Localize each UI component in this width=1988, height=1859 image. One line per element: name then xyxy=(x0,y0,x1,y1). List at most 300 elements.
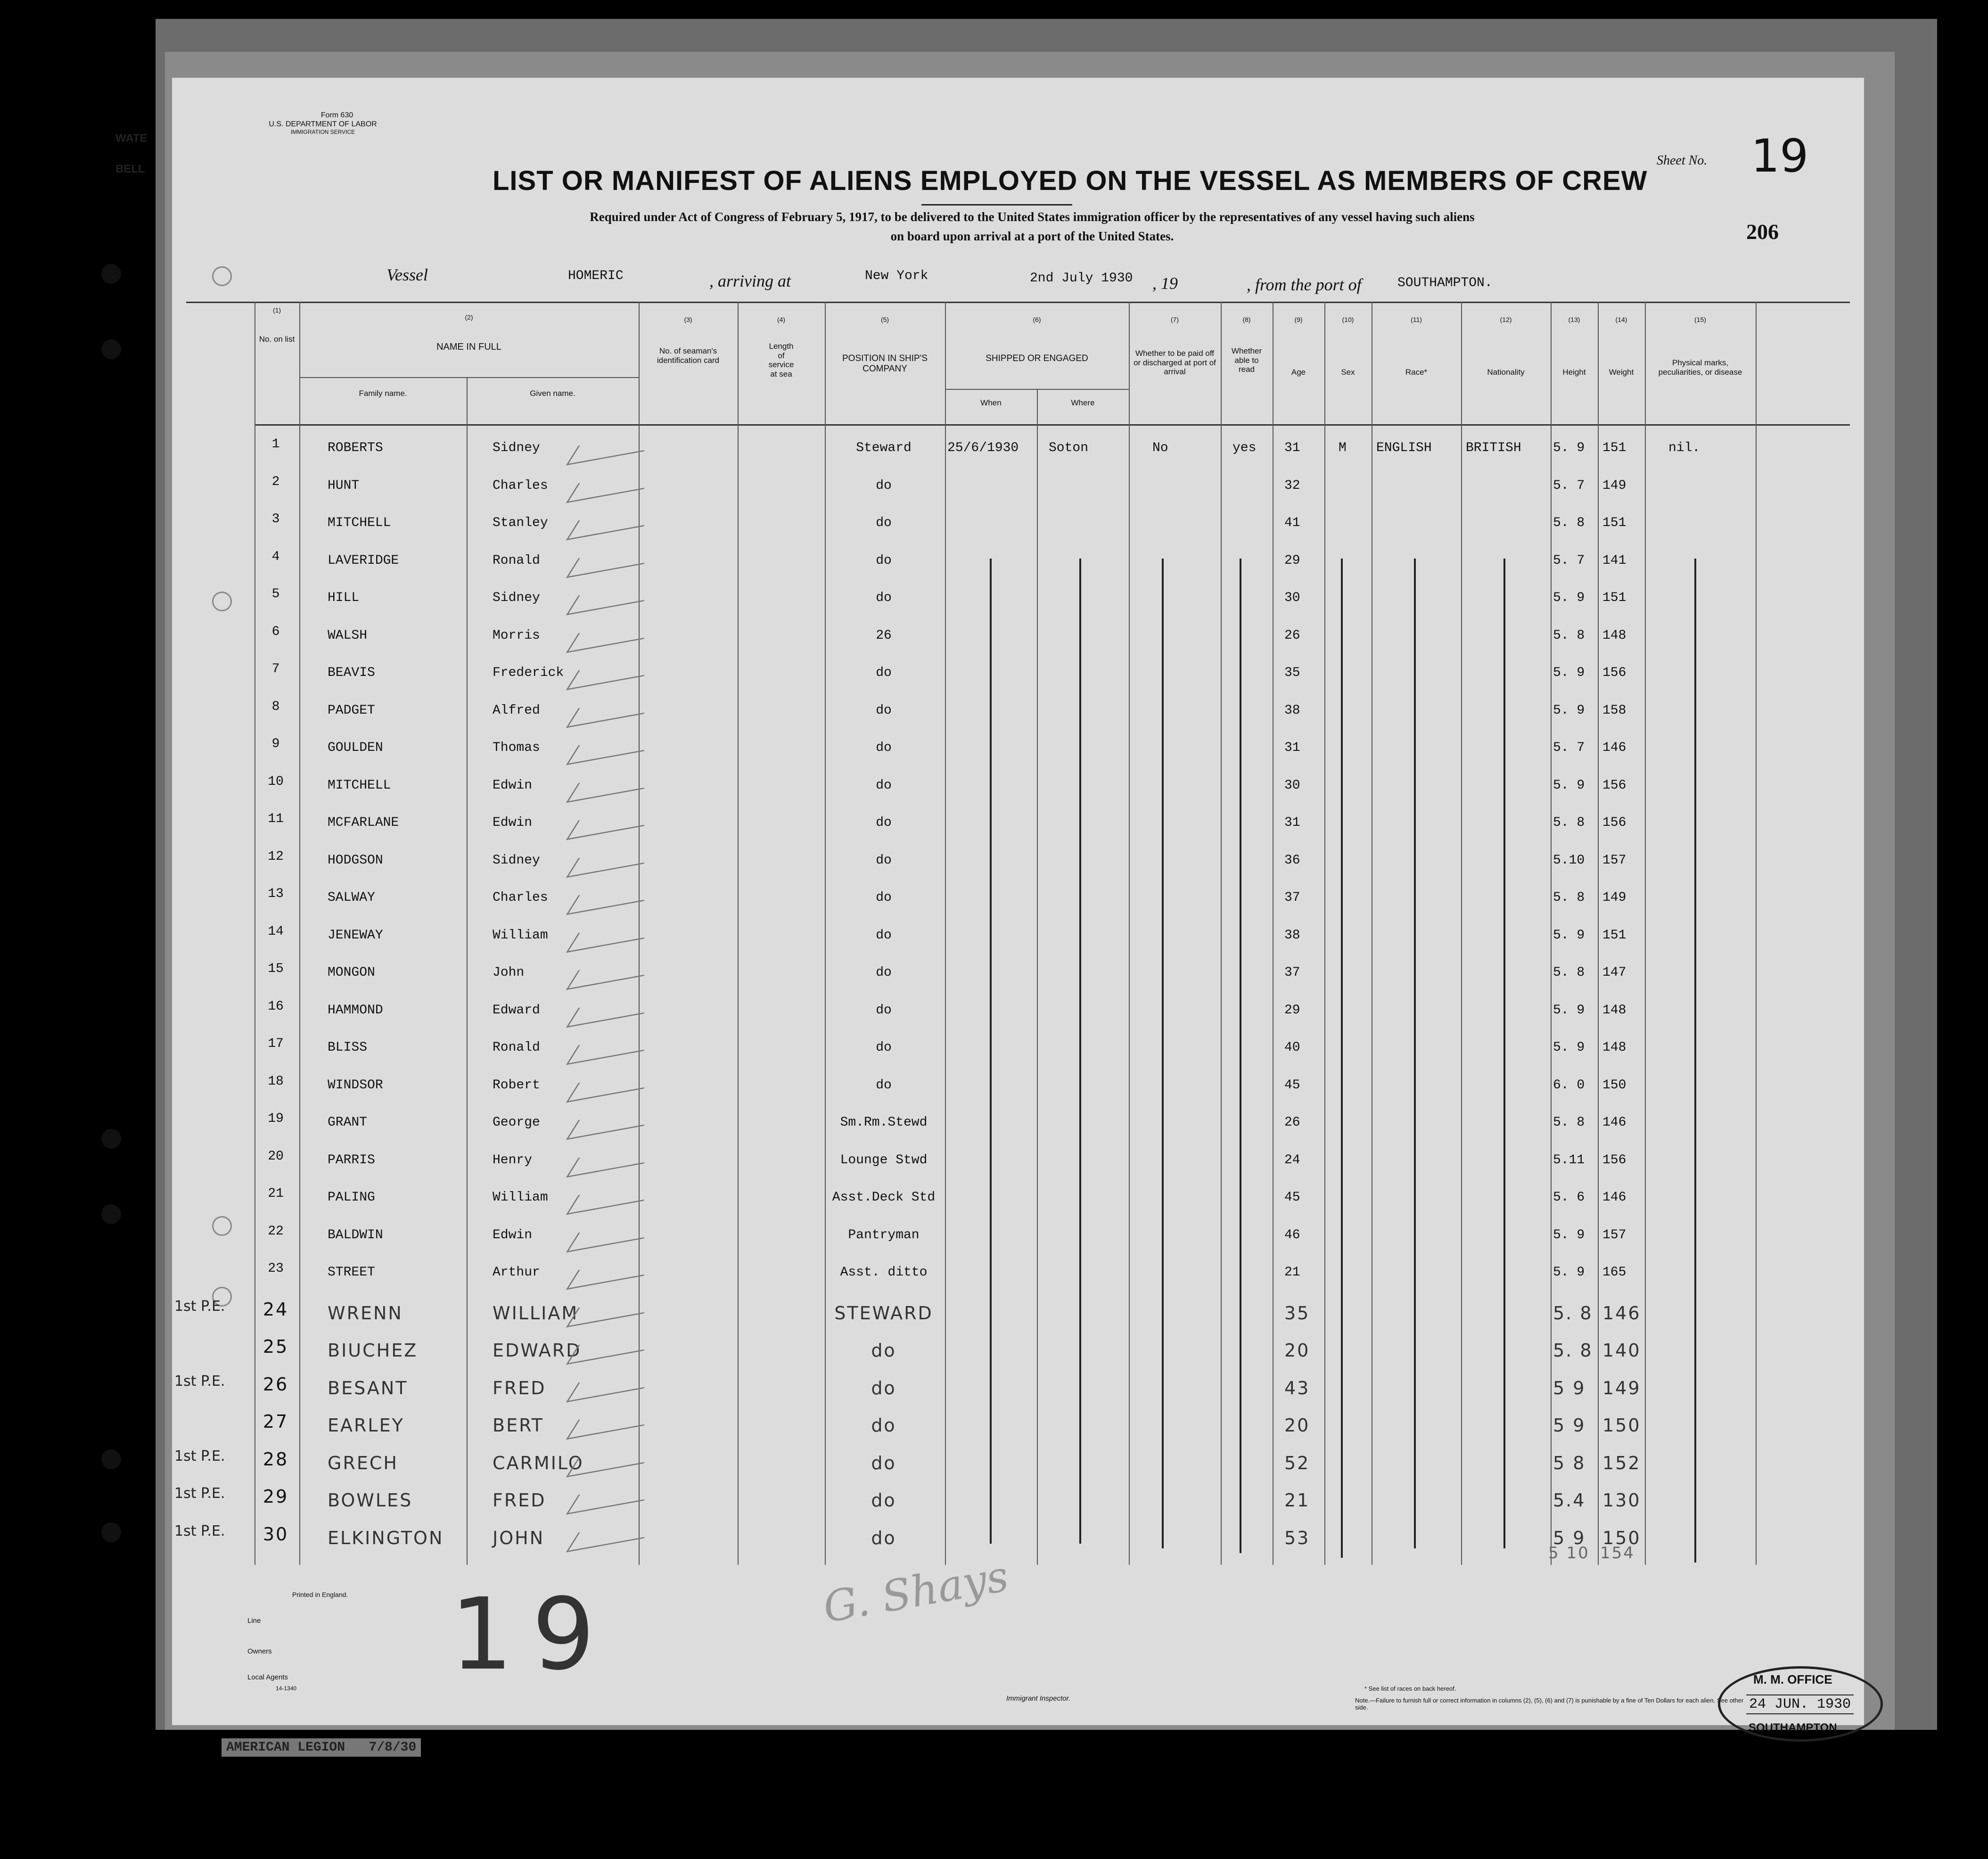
row-given-name: Charles xyxy=(493,478,548,493)
page-title: LIST OR MANIFEST OF ALIENS EMPLOYED ON THE VESSEL AS MEMBERS OF CREW xyxy=(493,165,1648,196)
row-height: 5. 9 xyxy=(1553,1227,1585,1242)
row-weight: 151 xyxy=(1602,441,1627,455)
check-mark xyxy=(566,1406,656,1440)
row-family-name: EARLEY xyxy=(328,1415,404,1436)
page-ring-hole xyxy=(212,1216,232,1236)
form-number: Form 630 xyxy=(320,111,353,119)
check-mark xyxy=(566,619,656,653)
row-weight: 152 xyxy=(1602,1452,1641,1473)
stamp-date: 24 JUN. 1930 xyxy=(1746,1694,1854,1714)
row-height: 5 9 xyxy=(1553,1377,1586,1398)
margin-note: 1st P.E. xyxy=(174,1373,225,1390)
ditto-stroke xyxy=(1694,559,1696,1563)
row-row-number: 27 xyxy=(263,1411,289,1432)
row-paid-off: No xyxy=(1152,441,1168,455)
row-height: 5. 7 xyxy=(1553,478,1585,493)
row-given-name: Sidney xyxy=(493,853,540,868)
row-shipped-when: 25/6/1930 xyxy=(947,441,1019,455)
footer-form-code: 14-1340 xyxy=(276,1685,297,1692)
extra-height: 5 10 xyxy=(1548,1544,1590,1563)
row-row-number: 5 xyxy=(271,587,280,601)
row-position: do xyxy=(876,591,892,605)
row-family-name: GOULDEN xyxy=(328,740,383,755)
manifest-page xyxy=(172,78,1864,1734)
row-age: 32 xyxy=(1284,478,1300,493)
ditto-stroke xyxy=(990,559,992,1544)
row-position: do xyxy=(876,1040,892,1055)
row-weight: 140 xyxy=(1602,1340,1641,1361)
ditto-stroke xyxy=(1503,559,1505,1548)
check-mark xyxy=(566,469,656,503)
column-number: (13) xyxy=(1568,316,1580,323)
arrival-port: New York xyxy=(865,269,928,283)
row-weight: 151 xyxy=(1602,591,1627,605)
department-name: U.S. DEPARTMENT OF LABOR xyxy=(269,120,377,129)
row-position: do xyxy=(876,853,892,868)
ditto-stroke xyxy=(1240,559,1241,1553)
ditto-stroke xyxy=(1162,559,1164,1548)
row-given-name: Alfred xyxy=(493,703,540,718)
header-length-of-service: Length of service at sea xyxy=(768,342,794,378)
sheet-label: Sheet No. xyxy=(1657,153,1708,168)
row-given-name: Edwin xyxy=(493,815,533,830)
header-name-in-full: NAME IN FULL xyxy=(436,342,501,352)
row-position: do xyxy=(876,553,892,568)
row-family-name: MONGON xyxy=(328,965,375,980)
footer-line-label: Line xyxy=(247,1617,261,1625)
row-position: do xyxy=(876,928,892,943)
row-row-number: 16 xyxy=(268,999,284,1014)
row-weight: 149 xyxy=(1602,1377,1641,1398)
row-family-name: BOWLES xyxy=(328,1490,413,1511)
row-weight: 148 xyxy=(1602,1040,1627,1055)
row-able-to-read: yes xyxy=(1232,441,1257,455)
row-height: 5. 7 xyxy=(1553,553,1585,568)
row-given-name: William xyxy=(493,928,548,943)
check-mark xyxy=(566,769,656,803)
row-position: do xyxy=(871,1452,896,1473)
row-weight: 146 xyxy=(1602,1302,1641,1324)
row-position: do xyxy=(876,815,892,830)
row-age: 31 xyxy=(1284,740,1300,755)
row-weight: 156 xyxy=(1602,666,1627,680)
row-given-name: CARMILO xyxy=(493,1452,584,1473)
row-height: 5. 8 xyxy=(1553,890,1585,905)
row-given-name: Edward xyxy=(493,1003,540,1018)
row-age: 26 xyxy=(1284,1115,1300,1130)
row-row-number: 8 xyxy=(271,699,280,714)
row-position: do xyxy=(876,516,892,530)
row-row-number: 6 xyxy=(271,624,280,639)
column-number: (10) xyxy=(1342,316,1354,323)
row-family-name: MCFARLANE xyxy=(328,815,399,830)
row-row-number: 4 xyxy=(271,549,280,564)
row-row-number: 15 xyxy=(268,962,284,976)
check-mark xyxy=(566,582,656,616)
row-given-name: Edwin xyxy=(493,778,533,793)
column-divider xyxy=(945,302,946,1565)
header-nationality: Nationality xyxy=(1487,368,1525,377)
column-divider xyxy=(1551,302,1552,1565)
race-footnote: * See list of races on back hereof. xyxy=(1364,1685,1456,1692)
row-age: 40 xyxy=(1284,1040,1300,1055)
form-block xyxy=(252,111,394,136)
year-label: , 19 xyxy=(1152,274,1178,293)
row-position: do xyxy=(876,1078,892,1093)
row-weight: 150 xyxy=(1602,1527,1641,1548)
row-weight: 150 xyxy=(1602,1078,1627,1093)
column-number: (14) xyxy=(1615,316,1627,323)
row-position: do xyxy=(876,965,892,980)
stamp-bottom-text: SOUTHAMPTON xyxy=(1749,1721,1837,1734)
bottom-legion-strip: AMERICAN LEGION 7/8/30 xyxy=(222,1738,421,1757)
row-family-name: GRECH xyxy=(328,1452,398,1473)
row-given-name: Edwin xyxy=(493,1227,533,1242)
row-height: 5. 9 xyxy=(1553,666,1585,680)
row-sex: M xyxy=(1339,441,1347,455)
row-given-name: Ronald xyxy=(493,1040,540,1055)
row-height: 5. 8 xyxy=(1553,1340,1593,1361)
row-age: 20 xyxy=(1284,1415,1310,1436)
margin-note: 1st P.E. xyxy=(174,1298,225,1315)
header-family-name: Family name. xyxy=(359,389,407,398)
extra-weight: 154 xyxy=(1600,1544,1635,1563)
departure-port: SOUTHAMPTON. xyxy=(1397,276,1493,290)
footer-owners-label: Owners xyxy=(247,1647,272,1655)
check-mark xyxy=(566,1368,656,1402)
page-ring-hole xyxy=(212,592,232,611)
row-position: Asst.Deck Std xyxy=(832,1190,936,1205)
column-divider xyxy=(1324,302,1325,1565)
row-family-name: MITCHELL xyxy=(328,516,391,530)
header-paid-off: Whether to be paid off or discharged at port of arrival xyxy=(1134,349,1216,377)
row-given-name: Stanley xyxy=(493,516,548,530)
column-divider xyxy=(299,302,300,1565)
row-row-number: 29 xyxy=(263,1486,289,1507)
row-height: 5. 9 xyxy=(1553,928,1585,943)
header-position: POSITION IN SHIP'S COMPANY xyxy=(842,354,928,374)
row-age: 31 xyxy=(1284,441,1300,455)
row-given-name: WILLIAM xyxy=(493,1302,579,1324)
name-header-rule xyxy=(299,377,639,378)
row-given-name: Arthur xyxy=(493,1265,540,1280)
row-family-name: BLISS xyxy=(328,1040,368,1055)
row-age: 46 xyxy=(1284,1227,1300,1242)
check-mark xyxy=(566,806,656,840)
row-given-name: Ronald xyxy=(493,553,540,568)
row-nationality: BRITISH xyxy=(1466,441,1521,455)
column-number: (9) xyxy=(1294,316,1303,323)
row-row-number: 1 xyxy=(271,437,280,452)
row-family-name: ROBERTS xyxy=(328,441,383,455)
row-weight: 157 xyxy=(1602,1227,1627,1242)
header-id-card: No. of seaman's identification card xyxy=(657,346,720,365)
row-height: 5. 8 xyxy=(1553,628,1585,643)
page-ring-hole xyxy=(212,266,232,286)
check-mark xyxy=(566,1143,656,1177)
row-age: 35 xyxy=(1284,1302,1310,1324)
check-mark xyxy=(566,1256,656,1290)
column-divider xyxy=(1129,302,1130,1565)
from-port-label: , from the port of xyxy=(1247,275,1362,294)
row-row-number: 28 xyxy=(263,1448,289,1470)
row-weight: 130 xyxy=(1602,1490,1641,1511)
row-shipped-where: Soton xyxy=(1049,441,1089,455)
row-position: do xyxy=(871,1377,896,1398)
ditto-stroke xyxy=(1414,559,1416,1548)
row-given-name: Sidney xyxy=(493,441,540,455)
header-age: Age xyxy=(1291,368,1306,377)
row-height: 5. 8 xyxy=(1553,965,1585,980)
row-family-name: WINDSOR xyxy=(328,1078,383,1093)
row-weight: 156 xyxy=(1602,778,1627,793)
row-weight: 157 xyxy=(1602,853,1627,868)
row-age: 29 xyxy=(1284,1003,1300,1018)
row-given-name: George xyxy=(493,1115,540,1130)
row-family-name: HUNT xyxy=(328,478,360,493)
check-mark xyxy=(566,732,656,765)
row-height: 5. 8 xyxy=(1553,1302,1593,1324)
column-number: (15) xyxy=(1694,316,1706,323)
row-position: do xyxy=(876,703,892,718)
header-race: Race* xyxy=(1405,368,1428,377)
check-mark xyxy=(566,1069,656,1102)
row-height: 5. 9 xyxy=(1553,1040,1585,1055)
row-family-name: BESANT xyxy=(328,1377,408,1398)
row-age: 26 xyxy=(1284,628,1300,643)
row-position: do xyxy=(876,740,892,755)
binder-punch-hole xyxy=(101,1449,121,1469)
row-given-name: Sidney xyxy=(493,591,540,605)
row-given-name: Thomas xyxy=(493,740,540,755)
row-weight: 149 xyxy=(1602,890,1627,905)
row-height: 5. 7 xyxy=(1553,740,1585,755)
row-height: 5. 9 xyxy=(1553,703,1585,718)
row-age: 21 xyxy=(1284,1265,1300,1280)
vessel-label: Vessel xyxy=(386,265,428,284)
row-family-name: GRANT xyxy=(328,1115,368,1130)
binder-punch-hole xyxy=(101,1129,121,1149)
row-weight: 151 xyxy=(1602,928,1627,943)
immigrant-inspector-label: Immigrant Inspector. xyxy=(1006,1694,1071,1703)
arrival-date: 2nd July 1930 xyxy=(1030,271,1133,286)
row-family-name: SALWAY xyxy=(328,890,375,905)
row-weight: 141 xyxy=(1602,553,1627,568)
row-height: 5. 8 xyxy=(1553,1115,1585,1130)
row-given-name: FRED xyxy=(493,1490,546,1511)
row-weight: 165 xyxy=(1602,1265,1627,1280)
row-family-name: BALDWIN xyxy=(328,1227,383,1242)
binder-punch-hole xyxy=(101,339,121,359)
row-height: 5 9 xyxy=(1553,1527,1586,1548)
row-weight: 148 xyxy=(1602,1003,1627,1018)
row-position: do xyxy=(876,890,892,905)
check-mark xyxy=(566,994,656,1028)
row-age: 30 xyxy=(1284,778,1300,793)
column-number: (7) xyxy=(1170,316,1179,323)
row-family-name: JENEWAY xyxy=(328,928,383,943)
arriving-label: , arriving at xyxy=(709,271,791,290)
row-family-name: BEAVIS xyxy=(328,666,375,680)
row-row-number: 22 xyxy=(268,1224,284,1239)
row-family-name: HILL xyxy=(328,591,360,605)
check-mark xyxy=(566,1218,656,1252)
header-no-on-list: No. on list xyxy=(259,335,295,344)
ditto-stroke xyxy=(1341,559,1343,1558)
header-when: When xyxy=(980,398,1002,407)
row-given-name: Robert xyxy=(493,1078,540,1093)
row-position: 26 xyxy=(876,628,892,643)
row-physical-marks: nil. xyxy=(1668,441,1700,455)
row-age: 21 xyxy=(1284,1490,1310,1511)
row-row-number: 9 xyxy=(271,737,280,751)
row-family-name: WRENN xyxy=(328,1302,403,1324)
row-height: 5 8 xyxy=(1553,1452,1586,1473)
check-mark xyxy=(566,1031,656,1065)
row-given-name: Charles xyxy=(493,890,548,905)
service-name: IMMIGRATION SERVICE xyxy=(290,129,355,136)
row-height: 5. 8 xyxy=(1553,516,1585,530)
page-number: 206 xyxy=(1746,220,1779,244)
row-height: 5. 9 xyxy=(1553,778,1585,793)
check-mark xyxy=(566,1481,656,1515)
footer-local-agents-label: Local Agents xyxy=(247,1673,288,1681)
row-position: do xyxy=(871,1415,896,1436)
row-position: do xyxy=(871,1340,896,1361)
header-able-to-read: Whether able to read xyxy=(1231,346,1262,374)
row-height: 5. 6 xyxy=(1553,1190,1585,1205)
row-weight: 146 xyxy=(1602,1115,1627,1130)
column-number: (1) xyxy=(272,306,281,314)
row-given-name: William xyxy=(493,1190,548,1205)
header-given-name: Given name. xyxy=(530,389,575,398)
title-rule xyxy=(921,204,1072,206)
footer-note: Note.—Failure to furnish full or correct information in columns (2), (5), (6) and (7) is punishable by a fine of Ten Dollars for each alien. See other side. xyxy=(1355,1697,1744,1711)
check-mark xyxy=(566,657,656,691)
row-given-name: Henry xyxy=(493,1152,533,1168)
row-given-name: BERT xyxy=(493,1415,544,1436)
row-position: STEWARD xyxy=(834,1302,933,1324)
row-given-name: John xyxy=(493,965,525,980)
printed-in-england: Printed in England. xyxy=(292,1591,348,1598)
row-position: Steward xyxy=(856,441,912,455)
row-row-number: 7 xyxy=(271,662,280,676)
row-height: 5. 8 xyxy=(1553,815,1585,830)
row-row-number: 19 xyxy=(268,1111,284,1126)
row-row-number: 30 xyxy=(263,1523,289,1545)
row-weight: 146 xyxy=(1602,740,1627,755)
row-weight: 158 xyxy=(1602,703,1627,718)
row-position: Sm.Rm.Stewd xyxy=(840,1115,928,1130)
row-row-number: 13 xyxy=(268,887,284,901)
row-age: 30 xyxy=(1284,591,1300,605)
row-age: 29 xyxy=(1284,553,1300,568)
margin-note: 1st P.E. xyxy=(174,1448,225,1464)
margin-note: 1st P.E. xyxy=(174,1522,225,1539)
row-given-name: EDWARD xyxy=(493,1340,582,1361)
check-mark xyxy=(566,1518,656,1552)
check-mark xyxy=(566,919,656,953)
column-number: (5) xyxy=(880,316,889,323)
column-divider xyxy=(1037,389,1038,1565)
stamp-top-text: M. M. OFFICE xyxy=(1753,1672,1832,1686)
row-given-name: Morris xyxy=(493,628,540,643)
table-header-bottom-border xyxy=(255,424,1850,426)
row-height: 5.11 xyxy=(1553,1152,1585,1168)
check-mark xyxy=(566,1181,656,1215)
check-mark xyxy=(566,507,656,541)
row-position: do xyxy=(876,1003,892,1018)
page-subtitle xyxy=(384,207,1680,246)
check-mark xyxy=(566,1331,656,1365)
row-row-number: 25 xyxy=(263,1336,289,1357)
check-mark xyxy=(566,881,656,915)
row-weight: 146 xyxy=(1602,1190,1627,1205)
row-row-number: 11 xyxy=(268,812,284,826)
row-height: 5.4 xyxy=(1553,1490,1586,1511)
row-age: 37 xyxy=(1284,890,1300,905)
header-height: Height xyxy=(1562,368,1586,377)
column-divider xyxy=(1645,302,1646,1565)
row-given-name: JOHN xyxy=(493,1527,545,1548)
row-row-number: 18 xyxy=(268,1074,284,1089)
column-divider xyxy=(825,302,826,1565)
office-stamp xyxy=(1718,1666,1883,1742)
row-height: 5. 9 xyxy=(1553,591,1585,605)
column-number: (11) xyxy=(1411,316,1422,323)
inspector-signature: G. Shays xyxy=(819,1551,1012,1633)
row-age: 31 xyxy=(1284,815,1300,830)
row-position: Pantryman xyxy=(848,1227,920,1242)
row-row-number: 26 xyxy=(263,1374,289,1395)
subtitle-line-2: on board upon arrival at a port of the United States. xyxy=(890,229,1174,243)
row-row-number: 2 xyxy=(271,474,280,489)
column-divider xyxy=(1461,302,1462,1565)
row-age: 52 xyxy=(1284,1452,1310,1473)
check-mark xyxy=(566,844,656,878)
row-age: 35 xyxy=(1284,666,1300,680)
row-row-number: 12 xyxy=(268,849,284,864)
row-position: do xyxy=(871,1527,896,1548)
row-family-name: PALING xyxy=(328,1190,375,1205)
column-number: (3) xyxy=(684,316,692,323)
header-physical-marks: Physical marks, peculiarities, or disease xyxy=(1658,358,1742,377)
row-family-name: MITCHELL xyxy=(328,778,391,793)
row-family-name: PARRIS xyxy=(328,1152,375,1168)
column-number: (12) xyxy=(1500,316,1512,323)
row-family-name: ELKINGTON xyxy=(328,1527,444,1548)
row-age: 43 xyxy=(1284,1377,1310,1398)
binder-punch-hole xyxy=(101,264,121,284)
row-family-name: PADGET xyxy=(328,703,375,718)
row-row-number: 3 xyxy=(271,512,280,526)
row-family-name: HODGSON xyxy=(328,853,383,868)
row-row-number: 24 xyxy=(263,1299,289,1320)
table-top-border xyxy=(186,302,1850,303)
column-divider xyxy=(467,377,468,1565)
header-sex: Sex xyxy=(1341,368,1355,377)
row-age: 37 xyxy=(1284,965,1300,980)
ditto-stroke xyxy=(1079,559,1081,1544)
row-position: do xyxy=(876,778,892,793)
row-row-number: 14 xyxy=(268,924,284,939)
column-divider xyxy=(1756,302,1757,1565)
check-mark xyxy=(566,694,656,728)
row-row-number: 21 xyxy=(268,1186,284,1201)
row-weight: 148 xyxy=(1602,628,1627,643)
row-weight: 151 xyxy=(1602,516,1627,530)
check-mark xyxy=(566,1443,656,1477)
